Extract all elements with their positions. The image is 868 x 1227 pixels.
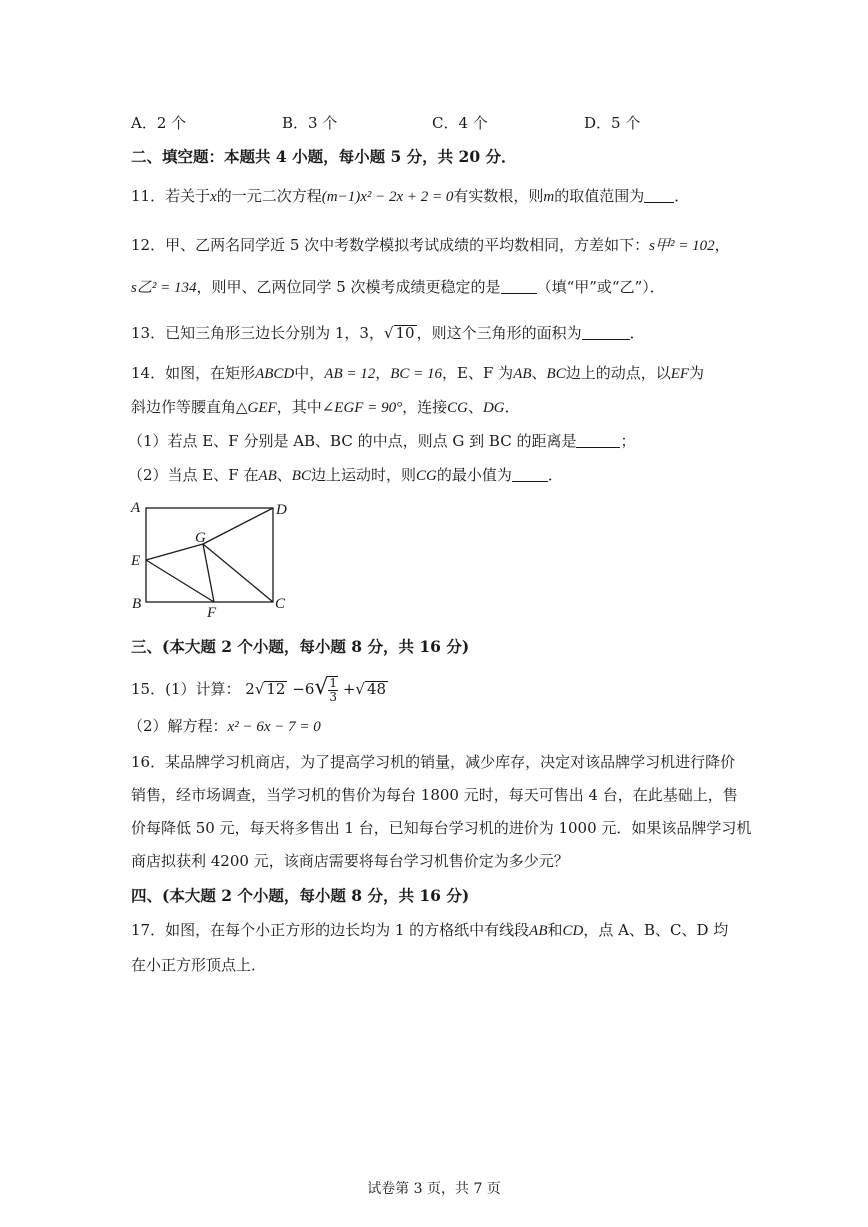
question-16-line-2: 销售，经市场调查，当学习机的售价为每台 1800 元时，每天可售出 4 台，在此基础上，售: [131, 786, 738, 804]
segment-gc: [203, 544, 273, 602]
label-c: C: [275, 596, 286, 612]
label-b: B: [132, 596, 142, 612]
q11-equation: (m−1)x² − 2x + 2 = 0: [321, 189, 454, 205]
question-16-line-4: 商店拟获利 4200 元，该商店需要将每台学习机售价定为多少元？: [131, 852, 569, 870]
sqrt-symbol: √: [383, 324, 394, 342]
label-e: E: [131, 553, 141, 569]
question-12-line-1: 12．甲、乙两名同学近 5 次中考数学模拟考试成绩的平均数相同，方差如下：s甲² = 102，: [131, 236, 730, 254]
segment-ef: [146, 560, 214, 602]
option-d: D．5 个: [584, 114, 641, 132]
section-2-heading: 二、填空题：本题共 4 小题，每小题 5 分，共 20 分．: [131, 147, 517, 166]
question-14-part-1: （1）若点 E、F 分别是 AB、BC 的中点，则点 G 到 BC 的距离是 ；: [128, 432, 636, 450]
question-16-line-3: 价每降低 50 元，每天将多售出 1 台，已知每台学习机的进价为 1000 元．如果该品牌学习机: [131, 819, 752, 837]
question-15-part-1: 15．(1）计算： 2√ 12 −6√ $\frac{1}{3}$ +√ 48: [131, 675, 387, 704]
page-footer: 试卷第 3 页，共 7 页: [367, 1181, 501, 1197]
variance-jia: s甲² = 102: [649, 238, 715, 254]
question-11: 11．若关于x的一元二次方程(m−1)x² − 2x + 2 = 0有实数根，则m的取值范围为 ．: [131, 187, 690, 205]
option-c: C．4 个: [432, 114, 488, 132]
question-16-line-1: 16．某品牌学习机商店，为了提高学习机的销量，减少库存，决定对该品牌学习机进行降价: [131, 753, 736, 771]
answer-blank: [512, 467, 548, 482]
variance-yi: s乙² = 134: [131, 280, 197, 296]
segment-ge: [146, 544, 203, 560]
label-a: A: [131, 500, 141, 516]
rectangle-figure: [126, 496, 296, 620]
answer-blank: [582, 325, 630, 340]
segment-gd: [203, 508, 273, 544]
answer-blank: [644, 188, 674, 203]
label-d: D: [276, 502, 287, 518]
question-12-line-2: s乙² = 134，则甲、乙两位同学 5 次模考成绩更稳定的是 （填“甲”或“乙”）．: [131, 278, 665, 296]
answer-blank: [576, 433, 620, 448]
section-3-heading: 三、(本大题 2 个小题，每小题 8 分，共 16 分): [131, 637, 470, 656]
segment-gf: [203, 544, 214, 602]
question-13: 13．已知三角形三边长分别为 1，3，√ 10 ，则这个三角形的面积为 ．: [131, 324, 645, 342]
question-17-line-2: 在小正方形顶点上．: [131, 956, 267, 974]
label-f: F: [207, 605, 217, 620]
question-17-line-1: 17．如图，在每个小正方形的边长均为 1 的方格纸中有线段AB和CD，点 A、B、C、D 均: [131, 921, 729, 939]
option-b: B．3 个: [282, 114, 338, 132]
question-15-part-2: （2）解方程：x² − 6x − 7 = 0: [128, 717, 321, 735]
option-a: A．2 个: [131, 114, 187, 132]
answer-blank: [501, 279, 537, 294]
fraction: $\frac{1}{3}$: [329, 676, 338, 704]
label-g: G: [195, 530, 206, 546]
question-14-part-2: （2）当点 E、F 在AB、BC边上运动时，则CG的最小值为 ．: [128, 466, 563, 484]
question-14-line-1: 14．如图，在矩形ABCD中，AB = 12，BC = 16，E、F 为AB、BC边上的动点，以EF为: [131, 364, 705, 382]
section-4-heading: 四、(本大题 2 个小题，每小题 8 分，共 16 分): [131, 886, 470, 905]
question-14-line-2: 斜边作等腰直角△GEF，其中∠EGF = 90°，连接CG、DG．: [131, 398, 520, 416]
